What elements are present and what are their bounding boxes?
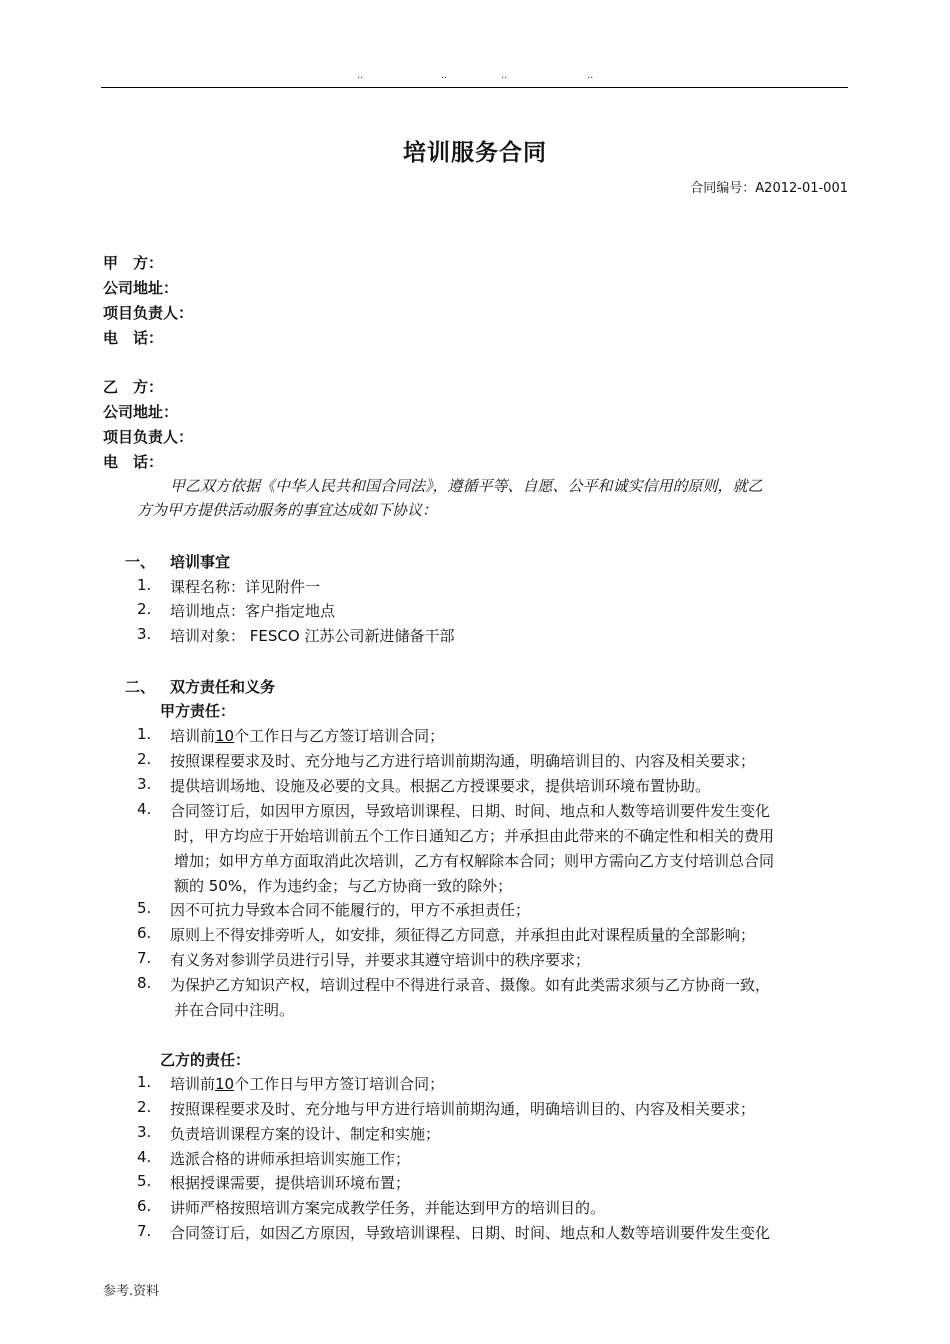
intro-line: 甲乙双方依据《中华人民共和国合同法》，遵循平等、自愿、公平和诚实信用的原则，就乙 bbox=[170, 477, 763, 495]
training-target-item: 培训对象： FESCO 江苏公司新进储备干部 bbox=[170, 627, 455, 645]
header-rule bbox=[101, 87, 848, 88]
party-b-address-label: 公司地址： bbox=[103, 403, 179, 421]
course-name-item: 课程名称：详见附件一 bbox=[170, 578, 321, 596]
list-number: 7. bbox=[137, 949, 152, 967]
list-item-continuation: 时，甲方均应于开始培训前五个工作日通知乙方；并承担由此带来的不确定性和相关的费用 bbox=[174, 827, 775, 845]
party-a-manager-label: 项目负责人： bbox=[103, 304, 194, 322]
underlined-days: 10 bbox=[215, 1075, 235, 1093]
list-item: 根据授课需要，提供培训环境布置； bbox=[170, 1174, 411, 1192]
section-2-title: 双方责任和义务 bbox=[170, 678, 276, 696]
contract-number: 合同编号：A2012-01-001 bbox=[690, 181, 848, 196]
intro-line: 方为甲方提供活动服务的事宜达成如下协议： bbox=[137, 501, 438, 519]
list-item-text: 个工作日与乙方签订培训合同； bbox=[234, 727, 445, 745]
list-item-continuation: 并在合同中注明。 bbox=[174, 1001, 295, 1019]
list-item bbox=[170, 725, 444, 746]
header-dot: .. bbox=[587, 70, 594, 81]
party-b-phone-label: 电 话： bbox=[103, 453, 164, 471]
list-number: 1. bbox=[137, 725, 152, 743]
page-footer: 参考.资料 bbox=[103, 1284, 160, 1299]
list-number: 1. bbox=[137, 1073, 152, 1091]
document-title: 培训服务合同 bbox=[403, 140, 547, 166]
intro-paragraph bbox=[137, 474, 849, 522]
list-number: 3. bbox=[137, 625, 152, 643]
training-location-item: 培训地点：客户指定地点 bbox=[170, 602, 336, 620]
party-a-phone-label: 电 话： bbox=[103, 329, 164, 347]
list-item: 按照课程要求及时、充分地与甲方进行培训前期沟通，明确培训目的、内容及相关要求； bbox=[170, 1100, 756, 1118]
list-number: 4. bbox=[137, 800, 152, 818]
header-dot: .. bbox=[501, 70, 508, 81]
list-item: 提供培训场地、设施及必要的文具。根据乙方授课要求，提供培训环境布置协助。 bbox=[170, 777, 711, 795]
list-number: 2. bbox=[137, 600, 152, 618]
header-dot: .. bbox=[357, 70, 364, 81]
list-item: 选派合格的讲师承担培训实施工作； bbox=[170, 1150, 411, 1168]
list-item-continuation: 额的 50%，作为违约金；与乙方协商一致的除外； bbox=[174, 877, 513, 895]
list-item-continuation: 增加；如甲方单方面取消此次培训，乙方有权解除本合同；则甲方需向乙方支付培训总合同 bbox=[174, 852, 775, 870]
party-b-label: 乙 方： bbox=[103, 378, 164, 396]
party-a-label: 甲 方： bbox=[103, 254, 164, 272]
list-item-text: 个工作日与甲方签订培训合同； bbox=[234, 1075, 445, 1093]
section-2-number: 二、 bbox=[125, 678, 156, 696]
list-number: 4. bbox=[137, 1148, 152, 1166]
list-item: 为保护乙方知识产权，培训过程中不得进行录音、摄像。如有此类需求须与乙方协商一致， bbox=[170, 976, 771, 994]
party-a-duties-heading: 甲方责任： bbox=[160, 702, 236, 720]
list-number: 5. bbox=[137, 899, 152, 917]
list-item bbox=[170, 1073, 444, 1094]
section-1-number: 一、 bbox=[125, 553, 156, 571]
list-number: 2. bbox=[137, 750, 152, 768]
list-number: 3. bbox=[137, 1123, 152, 1141]
list-item-text: 培训前 bbox=[170, 1075, 216, 1093]
list-number: 3. bbox=[137, 775, 152, 793]
header-dot: .. bbox=[441, 70, 448, 81]
list-item-text: 培训前 bbox=[170, 727, 216, 745]
list-item: 合同签订后，如因乙方原因，导致培训课程、日期、时间、地点和人数等培训要件发生变化 bbox=[170, 1224, 771, 1242]
party-b-duties-heading: 乙方的责任： bbox=[160, 1051, 251, 1069]
underlined-days: 10 bbox=[215, 727, 235, 745]
list-number: 1. bbox=[137, 576, 152, 594]
list-number: 8. bbox=[137, 974, 152, 992]
list-item: 原则上不得安排旁听人，如安排，须征得乙方同意，并承担由此对课程质量的全部影响； bbox=[170, 926, 756, 944]
list-item: 合同签订后，如因甲方原因，导致培训课程、日期、时间、地点和人数等培训要件发生变化 bbox=[170, 802, 771, 820]
list-number: 7. bbox=[137, 1222, 152, 1240]
list-item: 按照课程要求及时、充分地与乙方进行培训前期沟通，明确培训目的、内容及相关要求； bbox=[170, 752, 756, 770]
list-item: 因不可抗力导致本合同不能履行的，甲方不承担责任； bbox=[170, 901, 531, 919]
list-number: 5. bbox=[137, 1172, 152, 1190]
list-number: 2. bbox=[137, 1098, 152, 1116]
section-1-title: 培训事宜 bbox=[170, 553, 231, 571]
party-a-address-label: 公司地址： bbox=[103, 279, 179, 297]
list-number: 6. bbox=[137, 924, 152, 942]
party-b-manager-label: 项目负责人： bbox=[103, 428, 194, 446]
list-item: 讲师严格按照培训方案完成教学任务，并能达到甲方的培训目的。 bbox=[170, 1199, 606, 1217]
list-item: 负责培训课程方案的设计、制定和实施； bbox=[170, 1125, 441, 1143]
list-item: 有义务对参训学员进行引导，并要求其遵守培训中的秩序要求； bbox=[170, 951, 591, 969]
list-number: 6. bbox=[137, 1197, 152, 1215]
